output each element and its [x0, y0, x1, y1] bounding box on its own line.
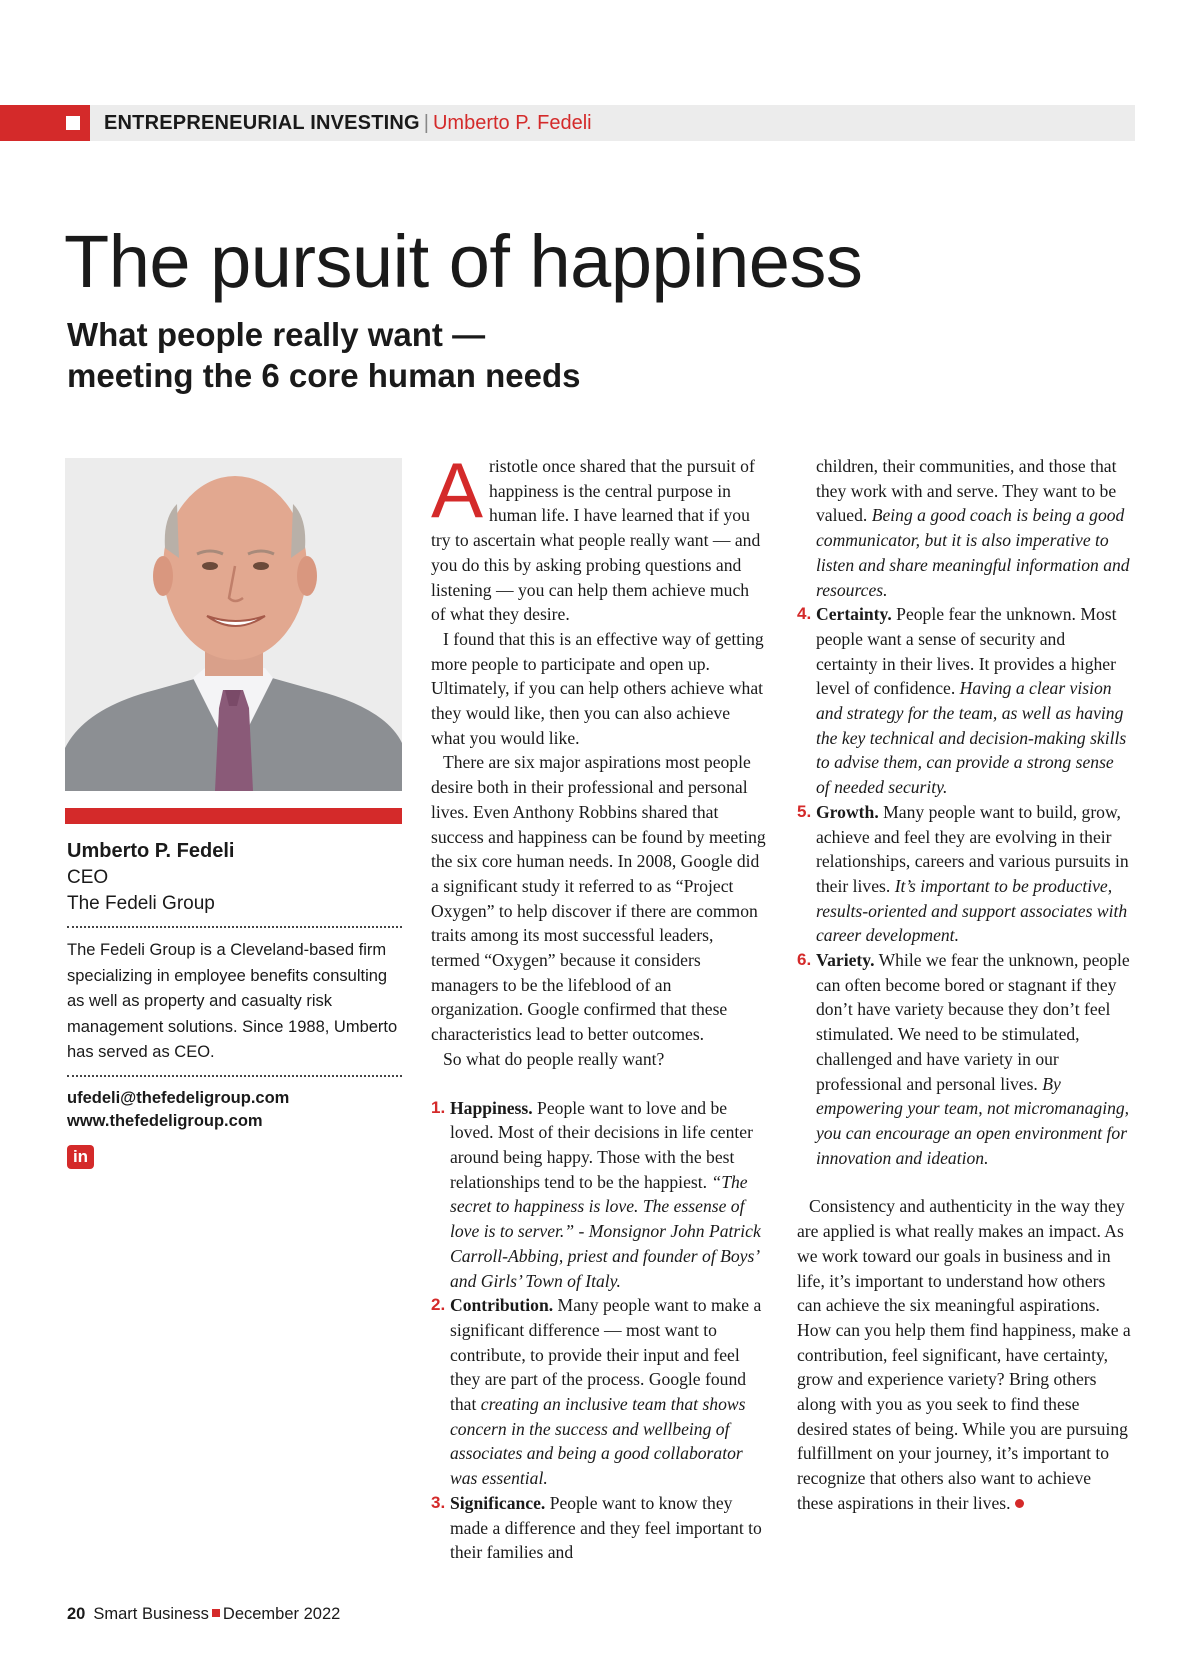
need-item-significance-continued — [797, 454, 1131, 602]
need-text: People want to love and be loved. Most of their decisions in life center around being happy. Those with the best relationships tend to be the happiest. — [450, 1097, 753, 1192]
header-author: Umberto P. Fedeli — [432, 112, 592, 134]
closing-text: Consistency and authenticity in the way they are applied is what really makes an impact. As we work toward our goals in business and in life, it’s important to understand how others can achieve the six meaningful aspirations. How can you help them find happiness, make a contribution, feel significant, have certainty, grow and experience variety? Bring others along with you as you seek to find these desired states of being. While you are pursuing fulfillment on your journey, it’s important to recognize that others also want to achieve these aspirations in their lives. — [797, 1196, 1131, 1513]
photo-accent-bar — [65, 808, 402, 824]
need-text: Many people want to make a significant difference — most want to contribute, to provide their input and feel they are part of the process. Google found that — [450, 1295, 762, 1415]
header-separator: | — [423, 112, 429, 134]
subtitle-line-2: meeting the 6 core human needs — [67, 357, 581, 394]
author-company: The Fedeli Group — [67, 893, 215, 914]
closing-paragraph — [797, 1194, 1131, 1515]
article-column-middle — [431, 446, 766, 1565]
dropcap: A — [431, 446, 484, 534]
need-label: Significance. — [450, 1492, 546, 1513]
need-text: People fear the unknown. Most people want a sense of security and certainty in their lives. It provides a higher level of confidence. — [816, 604, 1117, 699]
list-number: 6. — [797, 950, 812, 970]
linkedin-icon[interactable]: in — [67, 1145, 94, 1169]
author-role: CEO — [67, 867, 109, 888]
need-note: Being a good coach is being a good communicator, but it is also imperative to listen and share meaningful information and resources. — [816, 505, 1130, 600]
intro-text: ristotle once shared that the pursuit of happiness is the central purpose in human life. I have learned that if you try to ascertain what people really want — and you do this by asking probing questions and listening — you can help them achieve much of what they desire. — [431, 456, 761, 625]
need-note: By empowering your team, not micromanaging, you can encourage an open environment for innovation and ideation. — [816, 1073, 1130, 1168]
publication-name: Smart Business — [93, 1605, 209, 1623]
author-photo — [65, 458, 402, 791]
subtitle-line-1: What people really want — — [67, 316, 486, 353]
list-number: 5. — [797, 801, 812, 821]
page-footer — [67, 1604, 340, 1624]
paragraph: I found that this is an effective way of getting more people to participate and open up. Ultimately, if you can help others achieve what they would like, then you can also achieve what you would like. — [431, 628, 764, 748]
author-name: Umberto P. Fedeli — [67, 840, 235, 862]
issue-date: December 2022 — [222, 1605, 341, 1623]
header-text — [104, 112, 592, 134]
author-website[interactable]: www.thefedeligroup.com — [67, 1111, 263, 1130]
footer-square-icon — [212, 1609, 220, 1617]
need-text: People want to know they made a difference and they feel important to their families and — [450, 1492, 762, 1563]
article-subtitle — [67, 314, 787, 396]
need-label: Happiness. — [450, 1097, 533, 1118]
need-item-significance — [431, 1491, 766, 1565]
author-email[interactable]: ufedeli@thefedeligroup.com — [67, 1088, 290, 1107]
need-text: While we fear the unknown, people can often become bored or stagnant if they don’t have variety because they don’t feel stimulated. We need to be stimulated, challenged and have variety in our professional and personal lives. — [816, 950, 1130, 1094]
need-label: Certainty. — [816, 604, 892, 625]
header-accent-block — [0, 105, 90, 141]
need-item-certainty — [797, 602, 1131, 800]
need-note: It’s important to be productive, results-oriented and support associates with career development. — [816, 875, 1128, 946]
need-label: Variety. — [816, 950, 875, 971]
need-quote: “The secret to happiness is love. The essense of love is to server.” - Monsignor John Patrick Carroll-Abbing, priest and founder of Boys’ and Girls’ Town of Italy. — [450, 1171, 761, 1291]
need-item-contribution — [431, 1293, 766, 1491]
list-number: 4. — [797, 604, 812, 624]
company-description: The Fedeli Group is a Cleveland-based firm specializing in employee benefits consulting as well as property and casualty risk management solutions. Since 1988, Umberto has served as CEO. — [67, 941, 398, 1061]
divider — [67, 926, 402, 928]
article-column-right — [797, 454, 1131, 1516]
intro-paragraph — [431, 446, 766, 627]
section-header-bar — [0, 105, 1135, 141]
need-label: Contribution. — [450, 1295, 554, 1316]
list-number: 2. — [431, 1295, 446, 1315]
section-name: ENTREPRENEURIAL INVESTING — [104, 112, 420, 134]
end-mark-icon — [1015, 1499, 1024, 1508]
page-number: 20 — [67, 1605, 86, 1623]
need-item-variety — [797, 948, 1131, 1170]
list-number: 3. — [431, 1492, 446, 1512]
list-number: 1. — [431, 1097, 446, 1117]
need-item-growth — [797, 800, 1131, 948]
header-square-icon — [66, 116, 80, 130]
author-bio — [67, 838, 402, 1169]
need-note: creating an inclusive team that shows concern in the success and wellbeing of associates and being a good collaborator was essential. — [450, 1394, 746, 1489]
need-item-happiness — [431, 1096, 766, 1294]
paragraph: So what do people really want? — [443, 1048, 665, 1069]
article-title: The pursuit of happiness — [64, 220, 863, 303]
need-note: Having a clear vision and strategy for the team, as well as having the key technical and decision-making skills to advise them, can provide a strong sense of needed security. — [816, 678, 1127, 798]
need-text: Many people want to build, grow, achieve and feel they are evolving in their relationships, careers and various pursuits in their lives. — [816, 801, 1129, 896]
need-text-continued: children, their communities, and those that they work with and serve. They want to be valued. — [816, 456, 1117, 526]
divider — [67, 1075, 402, 1077]
paragraph: There are six major aspirations most people desire both in their professional and personal lives. Even Anthony Robbins shared that success and happiness can be found by meeting the six core human needs. In 2008, Google did a significant study it referred to as “Project Oxygen” to help discover if there are common traits among its most successful leaders, termed “Oxygen” because it considers managers to be the lifeblood of an organization. Google confirmed that these characteristics lead to better outcomes. — [431, 752, 766, 1045]
need-label: Growth. — [816, 801, 879, 822]
